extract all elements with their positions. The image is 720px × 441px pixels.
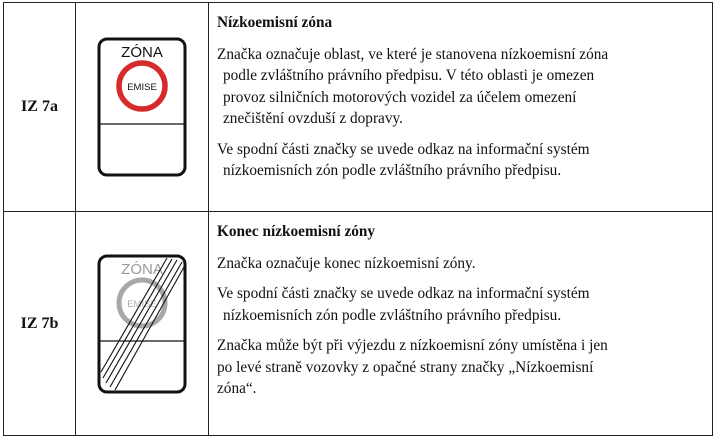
sign-circle-text: EMISE	[126, 82, 157, 93]
sign-image-cell	[75, 212, 209, 435]
sign-top-text: ZÓNA	[120, 260, 163, 278]
table-row	[4, 212, 712, 435]
sign-code: IZ 7a	[4, 3, 76, 211]
sign-top-text: ZÓNA	[120, 44, 163, 61]
sign-circle-text: EMISE	[126, 298, 157, 310]
sign-title: Nízkoemisní zóna	[217, 14, 333, 31]
description-paragraph: Značka může být při výjezdu z nízkoemisní zóny umístěna i jen po levé straně vozovky z opačné strany značky „Nízkoemisní zóna“.	[217, 337, 608, 397]
sign-image-cell	[75, 3, 209, 211]
description-paragraph: Ve spodní části značky se uvede odkaz na informační systém nízkoemisních zón podle zvláštního právního předpisu.	[217, 285, 590, 324]
sign-description	[209, 3, 704, 211]
sign-code: IZ 7b	[4, 212, 76, 435]
sign-table	[3, 2, 713, 436]
description-paragraph: Značka označuje konec nízkoemisní zóny.	[217, 254, 476, 272]
table-row	[4, 3, 712, 212]
sign-title: Konec nízkoemisní zóny	[217, 223, 376, 240]
description-paragraph: Značka označuje oblast, ve které je stanovena nízkoemisní zóna podle zvláštního právního předpisu. V této oblasti je omezen provoz silničních motorových vozidel za účelem omezení znečištění ovzduší z dopravy.	[217, 45, 609, 127]
low-emission-zone-sign	[97, 37, 187, 177]
sign-description	[209, 212, 704, 435]
end-low-emission-zone-sign	[97, 254, 187, 394]
description-paragraph: Ve spodní části značky se uvede odkaz na informační systém nízkoemisních zón podle zvláštního právního předpisu.	[217, 140, 590, 179]
